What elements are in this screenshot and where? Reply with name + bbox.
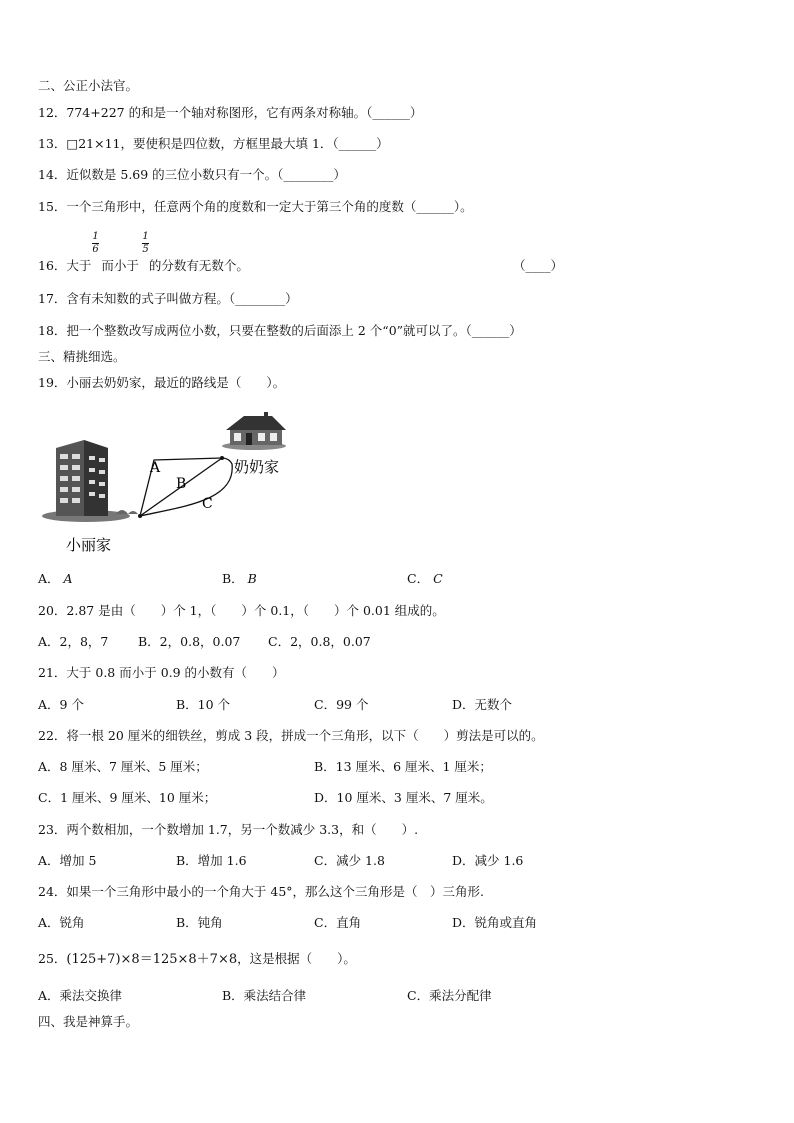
q16-mid: 而小于 [101, 258, 139, 273]
route-a-label: A [150, 460, 161, 476]
question-15: 15．一个三角形中，任意两个角的度数和一定大于第三个角的度数（______）。 [38, 199, 473, 214]
house-icon [222, 412, 286, 450]
q16-answer-blank: （____） [513, 258, 564, 273]
question-18: 18．把一个整数改写成两位小数，只要在整数的后面添上 2 个“0”就可以了。（______） [38, 323, 522, 338]
question-21: 21．大于 0.8 而小于 0.9 的小数有（ ） [38, 665, 285, 680]
route-c-label: C [202, 496, 213, 512]
q25-option-a[interactable]: A．乘法交换律 [38, 988, 123, 1003]
q19-option-a[interactable]: A． A [38, 571, 73, 586]
q25-equation: (125+7)×8＝125×8＋7×8 [66, 952, 238, 967]
q25-option-b[interactable]: B．乘法结合律 [222, 988, 307, 1003]
question-12: 12．774+227 的和是一个轴对称图形，它有两条对称轴。（______） [38, 105, 423, 120]
xiaoli-house-label: 小丽家 [66, 536, 112, 554]
q24-option-a[interactable]: A．锐角 [38, 915, 85, 930]
q25-suffix: ，这是根据（ ）。 [237, 951, 356, 966]
question-13: 13．□21×11，要使积是四位数，方框里最大填 1．（______） [38, 136, 389, 151]
q19-option-c[interactable]: C． C [407, 571, 443, 586]
q22-option-b[interactable]: B．13 厘米、6 厘米、1 厘米； [314, 759, 492, 774]
q25-number: 25． [38, 951, 67, 966]
q20-option-b[interactable]: B．2，0.8，0.07 [138, 634, 241, 649]
section-heading: 四、我是神算手。 [38, 1014, 139, 1029]
question-14: 14．近似数是 5.69 的三位小数只有一个。（________） [38, 167, 346, 182]
q21-option-c[interactable]: C．99 个 [314, 697, 369, 712]
q23-option-d[interactable]: D．减少 1.6 [452, 853, 524, 868]
route-figure [36, 408, 306, 560]
question-20: 20．2.87 是由（ ）个 1，（ ）个 0.1，（ ）个 0.01 组成的。 [38, 603, 445, 618]
fraction-one-sixth: 1 6 [92, 231, 99, 255]
q21-option-a[interactable]: A．9 个 [38, 697, 84, 712]
apartment-building-icon [42, 440, 138, 522]
q24-option-b[interactable]: B．钝角 [176, 915, 223, 930]
q24-option-d[interactable]: D．锐角或直角 [452, 915, 538, 930]
q22-option-d[interactable]: D．10 厘米、3 厘米、7 厘米。 [314, 790, 493, 805]
question-25 [38, 950, 356, 969]
route-b-label: B [176, 476, 187, 492]
q20-option-a[interactable]: A．2，8，7 [38, 634, 109, 649]
q21-option-d[interactable]: D．无数个 [452, 697, 513, 712]
section-heading: 二、公正小法官。 [38, 78, 139, 93]
fraction-one-fifth: 1 5 [142, 231, 149, 255]
q16-prefix: 16．大于 [38, 258, 92, 273]
q24-option-c[interactable]: C．直角 [314, 915, 362, 930]
question-24: 24．如果一个三角形中最小的一个角大于 45°，那么这个三角形是（ ）三角形. [38, 884, 485, 899]
q23-option-b[interactable]: B．增加 1.6 [176, 853, 247, 868]
q23-option-c[interactable]: C．减少 1.8 [314, 853, 385, 868]
grandma-house-label: 奶奶家 [234, 458, 280, 476]
q22-option-c[interactable]: C．1 厘米、9 厘米、10 厘米； [38, 790, 217, 805]
q21-option-b[interactable]: B．10 个 [176, 697, 231, 712]
section-heading: 三、精挑细选。 [38, 349, 126, 364]
q22-option-a[interactable]: A．8 厘米、7 厘米、5 厘米； [38, 759, 208, 774]
q25-option-c[interactable]: C．乘法分配律 [407, 988, 492, 1003]
q19-option-b[interactable]: B． B [222, 571, 257, 586]
question-19: 19．小丽去奶奶家，最近的路线是（ ）。 [38, 375, 286, 390]
q20-option-c[interactable]: C．2，0.8，0.07 [268, 634, 371, 649]
question-17: 17．含有未知数的式子叫做方程。（________） [38, 291, 298, 306]
q23-option-a[interactable]: A．增加 5 [38, 853, 97, 868]
q16-suffix: 的分数有无数个。 [148, 258, 249, 273]
question-23: 23．两个数相加，一个数增加 1.7，另一个数减少 3.3，和（ ）. [38, 822, 419, 837]
question-22: 22．将一根 20 厘米的细铁丝，剪成 3 段，拼成一个三角形，以下（ ）剪法是可以的。 [38, 728, 544, 743]
